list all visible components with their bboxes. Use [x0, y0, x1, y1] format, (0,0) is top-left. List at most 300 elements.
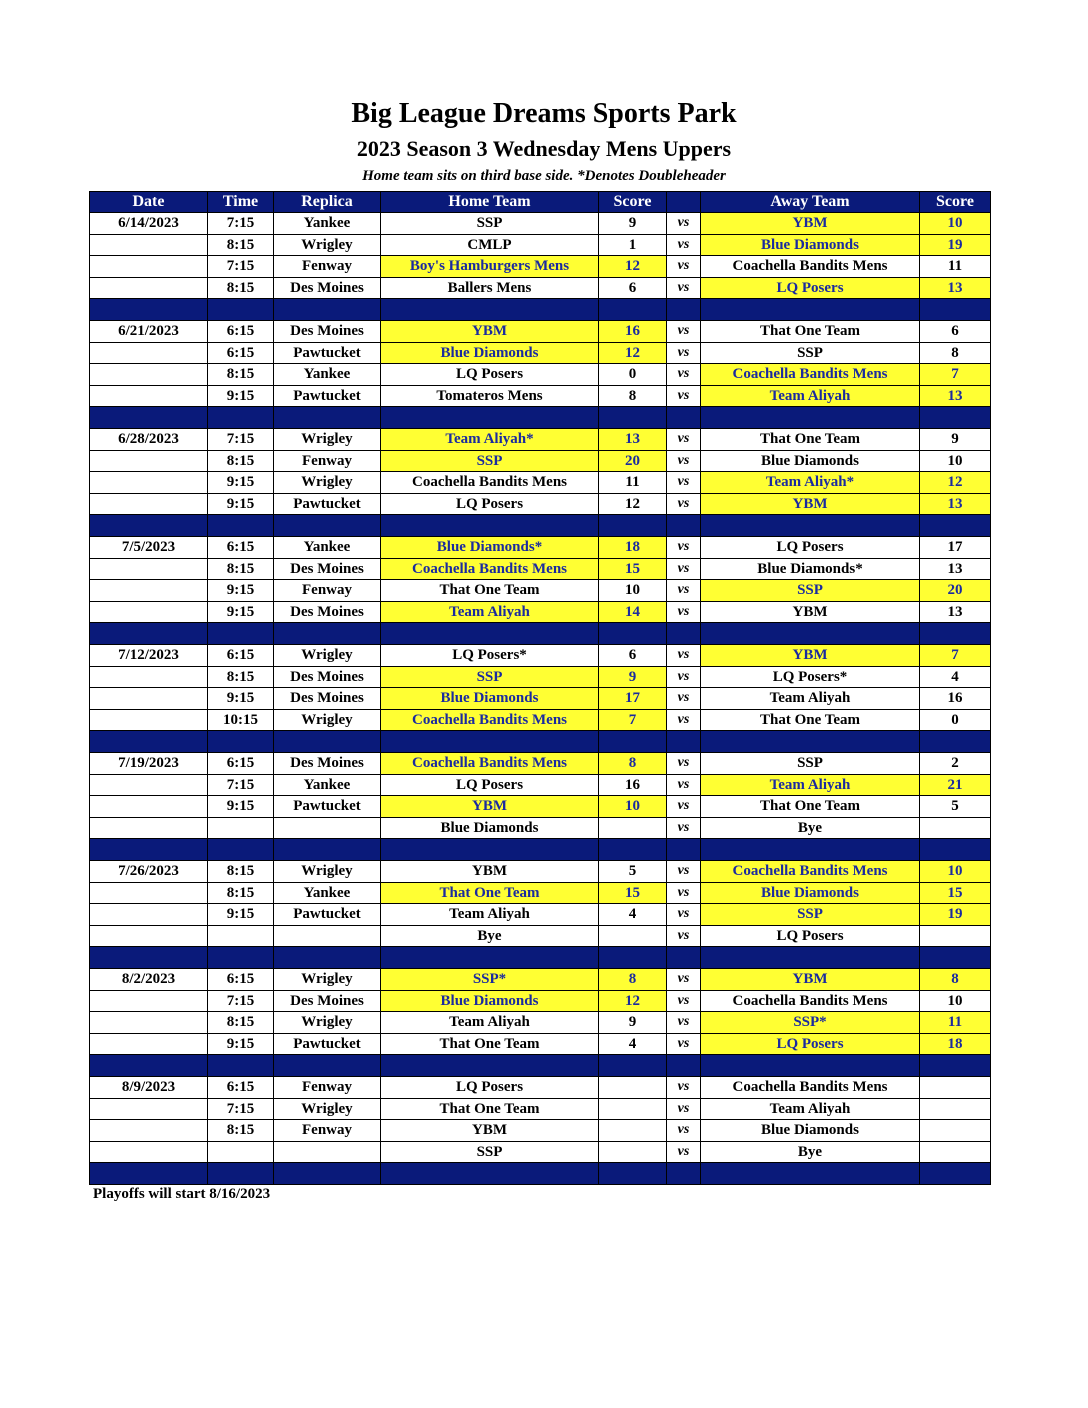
- home-team: Blue Diamonds: [381, 688, 599, 710]
- home-team: SSP: [381, 1141, 599, 1163]
- game-date: [90, 256, 208, 278]
- away-team: YBM: [701, 213, 920, 235]
- away-team: SSP: [701, 342, 920, 364]
- header-row: [90, 192, 991, 213]
- game-date: 7/12/2023: [90, 645, 208, 667]
- separator-cell: [920, 515, 991, 537]
- away-team: Blue Diamonds: [701, 234, 920, 256]
- header-away-score: Score: [920, 192, 991, 213]
- separator-cell: [381, 623, 599, 645]
- separator-cell: [701, 299, 920, 321]
- game-row: [90, 666, 991, 688]
- game-date: [90, 364, 208, 386]
- week-separator: [90, 1163, 991, 1185]
- game-replica-field: Pawtucket: [274, 904, 381, 926]
- game-date: [90, 1120, 208, 1142]
- separator-cell: [274, 731, 381, 753]
- vs-label: vs: [667, 774, 701, 796]
- separator-cell: [667, 1163, 701, 1185]
- separator-cell: [381, 407, 599, 429]
- separator-cell: [381, 1055, 599, 1077]
- home-score: [599, 925, 667, 947]
- game-date: [90, 1012, 208, 1034]
- away-team: Coachella Bandits Mens: [701, 1077, 920, 1099]
- vs-label: vs: [667, 321, 701, 343]
- game-time: 8:15: [208, 882, 274, 904]
- game-row: [90, 385, 991, 407]
- game-time: 6:15: [208, 321, 274, 343]
- away-score: 13: [920, 601, 991, 623]
- away-score: 0: [920, 709, 991, 731]
- away-team: YBM: [701, 493, 920, 515]
- home-score: 0: [599, 364, 667, 386]
- game-time: 8:15: [208, 234, 274, 256]
- game-date: 7/26/2023: [90, 861, 208, 883]
- vs-label: vs: [667, 558, 701, 580]
- home-score: 10: [599, 796, 667, 818]
- separator-cell: [920, 407, 991, 429]
- game-replica-field: Fenway: [274, 1077, 381, 1099]
- home-team: SSP: [381, 450, 599, 472]
- separator-cell: [208, 407, 274, 429]
- game-replica-field: Des Moines: [274, 277, 381, 299]
- separator-cell: [599, 407, 667, 429]
- game-date: [90, 904, 208, 926]
- game-time: 9:15: [208, 796, 274, 818]
- vs-label: vs: [667, 1098, 701, 1120]
- home-score: [599, 1120, 667, 1142]
- home-score: 20: [599, 450, 667, 472]
- week-separator: [90, 947, 991, 969]
- game-date: [90, 882, 208, 904]
- game-date: [90, 450, 208, 472]
- game-row: [90, 1077, 991, 1099]
- home-team: Tomateros Mens: [381, 385, 599, 407]
- separator-cell: [701, 407, 920, 429]
- separator-cell: [920, 947, 991, 969]
- game-time: 6:15: [208, 342, 274, 364]
- home-score: 11: [599, 472, 667, 494]
- away-score: 11: [920, 1012, 991, 1034]
- away-team: SSP: [701, 580, 920, 602]
- home-score: 1: [599, 234, 667, 256]
- header-away-team: Away Team: [701, 192, 920, 213]
- away-team: That One Team: [701, 796, 920, 818]
- home-score: [599, 817, 667, 839]
- game-date: 6/21/2023: [90, 321, 208, 343]
- vs-label: vs: [667, 666, 701, 688]
- home-score: 5: [599, 861, 667, 883]
- separator-cell: [701, 947, 920, 969]
- game-row: [90, 1098, 991, 1120]
- game-time: 8:15: [208, 1120, 274, 1142]
- away-team: Bye: [701, 817, 920, 839]
- home-team: Coachella Bandits Mens: [381, 753, 599, 775]
- schedule-body: [90, 213, 991, 1185]
- game-date: 8/9/2023: [90, 1077, 208, 1099]
- game-row: [90, 580, 991, 602]
- away-team: Team Aliyah*: [701, 472, 920, 494]
- game-replica-field: Des Moines: [274, 601, 381, 623]
- away-score: [920, 1120, 991, 1142]
- separator-cell: [599, 1055, 667, 1077]
- game-date: [90, 277, 208, 299]
- game-time: 8:15: [208, 666, 274, 688]
- game-replica-field: Des Moines: [274, 321, 381, 343]
- away-team: Coachella Bandits Mens: [701, 256, 920, 278]
- game-row: [90, 990, 991, 1012]
- game-time: 8:15: [208, 1012, 274, 1034]
- schedule-note: Home team sits on third base side. *Denotes Doubleheader: [362, 168, 726, 184]
- game-row: [90, 882, 991, 904]
- home-score: 8: [599, 969, 667, 991]
- separator-cell: [90, 1163, 208, 1185]
- separator-cell: [599, 515, 667, 537]
- separator-cell: [599, 839, 667, 861]
- separator-cell: [274, 839, 381, 861]
- separator-cell: [667, 839, 701, 861]
- game-time: 9:15: [208, 385, 274, 407]
- game-replica-field: Wrigley: [274, 234, 381, 256]
- home-team: Coachella Bandits Mens: [381, 709, 599, 731]
- home-team: Team Aliyah: [381, 904, 599, 926]
- game-row: [90, 774, 991, 796]
- home-score: 4: [599, 904, 667, 926]
- away-score: 12: [920, 472, 991, 494]
- game-date: [90, 709, 208, 731]
- home-score: 15: [599, 882, 667, 904]
- game-date: [90, 666, 208, 688]
- vs-label: vs: [667, 450, 701, 472]
- game-replica-field: Wrigley: [274, 1098, 381, 1120]
- game-row: [90, 904, 991, 926]
- game-row: [90, 861, 991, 883]
- away-score: 6: [920, 321, 991, 343]
- vs-label: vs: [667, 1120, 701, 1142]
- separator-cell: [381, 515, 599, 537]
- separator-cell: [599, 299, 667, 321]
- game-time: 6:15: [208, 753, 274, 775]
- home-team: Blue Diamonds: [381, 817, 599, 839]
- away-team: SSP: [701, 904, 920, 926]
- away-score: 13: [920, 558, 991, 580]
- separator-cell: [274, 1163, 381, 1185]
- away-score: 13: [920, 493, 991, 515]
- game-row: [90, 1141, 991, 1163]
- game-time: 7:15: [208, 213, 274, 235]
- game-row: [90, 213, 991, 235]
- game-row: [90, 537, 991, 559]
- game-row: [90, 321, 991, 343]
- game-replica-field: Fenway: [274, 1120, 381, 1142]
- away-team: LQ Posers: [701, 277, 920, 299]
- game-row: [90, 601, 991, 623]
- home-team: Team Aliyah: [381, 601, 599, 623]
- header-time: Time: [208, 192, 274, 213]
- home-team: YBM: [381, 861, 599, 883]
- away-score: 13: [920, 385, 991, 407]
- separator-cell: [381, 1163, 599, 1185]
- game-time: 8:15: [208, 450, 274, 472]
- vs-label: vs: [667, 385, 701, 407]
- game-time: 8:15: [208, 558, 274, 580]
- game-replica-field: Pawtucket: [274, 342, 381, 364]
- vs-label: vs: [667, 1141, 701, 1163]
- separator-cell: [920, 299, 991, 321]
- separator-cell: [90, 1055, 208, 1077]
- game-time: 9:15: [208, 472, 274, 494]
- away-score: 8: [920, 342, 991, 364]
- week-separator: [90, 407, 991, 429]
- home-score: 15: [599, 558, 667, 580]
- separator-cell: [701, 623, 920, 645]
- game-date: [90, 1141, 208, 1163]
- home-team: Blue Diamonds*: [381, 537, 599, 559]
- vs-label: vs: [667, 1012, 701, 1034]
- vs-label: vs: [667, 688, 701, 710]
- header-date: Date: [90, 192, 208, 213]
- home-score: 14: [599, 601, 667, 623]
- vs-label: vs: [667, 969, 701, 991]
- game-date: [90, 817, 208, 839]
- separator-cell: [381, 947, 599, 969]
- separator-cell: [208, 731, 274, 753]
- game-time: 9:15: [208, 601, 274, 623]
- home-team: LQ Posers*: [381, 645, 599, 667]
- game-row: [90, 709, 991, 731]
- game-time: 7:15: [208, 256, 274, 278]
- vs-label: vs: [667, 537, 701, 559]
- home-team: That One Team: [381, 882, 599, 904]
- separator-cell: [208, 1163, 274, 1185]
- game-replica-field: [274, 925, 381, 947]
- away-score: [920, 1098, 991, 1120]
- away-team: Blue Diamonds: [701, 882, 920, 904]
- game-row: [90, 645, 991, 667]
- separator-cell: [701, 731, 920, 753]
- game-row: [90, 364, 991, 386]
- header-replica: Replica: [274, 192, 381, 213]
- away-team: LQ Posers*: [701, 666, 920, 688]
- game-row: [90, 817, 991, 839]
- vs-label: vs: [667, 213, 701, 235]
- header-vs: [667, 192, 701, 213]
- vs-label: vs: [667, 796, 701, 818]
- separator-cell: [208, 515, 274, 537]
- vs-label: vs: [667, 472, 701, 494]
- separator-cell: [599, 731, 667, 753]
- home-team: SSP: [381, 213, 599, 235]
- home-score: 6: [599, 645, 667, 667]
- away-score: 20: [920, 580, 991, 602]
- vs-label: vs: [667, 882, 701, 904]
- home-score: 16: [599, 321, 667, 343]
- separator-cell: [920, 839, 991, 861]
- game-row: [90, 1120, 991, 1142]
- away-score: 10: [920, 450, 991, 472]
- vs-label: vs: [667, 234, 701, 256]
- home-team: Blue Diamonds: [381, 342, 599, 364]
- home-team: LQ Posers: [381, 493, 599, 515]
- week-separator: [90, 515, 991, 537]
- game-time: 9:15: [208, 688, 274, 710]
- separator-cell: [90, 947, 208, 969]
- home-team: That One Team: [381, 580, 599, 602]
- vs-label: vs: [667, 817, 701, 839]
- home-score: 17: [599, 688, 667, 710]
- home-score: [599, 1141, 667, 1163]
- away-score: [920, 1077, 991, 1099]
- game-replica-field: Pawtucket: [274, 1033, 381, 1055]
- away-team: LQ Posers: [701, 537, 920, 559]
- separator-cell: [667, 731, 701, 753]
- game-date: 8/2/2023: [90, 969, 208, 991]
- vs-label: vs: [667, 429, 701, 451]
- week-separator: [90, 1055, 991, 1077]
- away-score: 11: [920, 256, 991, 278]
- separator-cell: [920, 623, 991, 645]
- game-time: 7:15: [208, 429, 274, 451]
- away-score: 19: [920, 234, 991, 256]
- game-date: 6/14/2023: [90, 213, 208, 235]
- game-row: [90, 558, 991, 580]
- home-team: Boy's Hamburgers Mens: [381, 256, 599, 278]
- header-home-team: Home Team: [381, 192, 599, 213]
- home-team: Bye: [381, 925, 599, 947]
- game-date: [90, 342, 208, 364]
- game-time: 7:15: [208, 1098, 274, 1120]
- away-team: Team Aliyah: [701, 774, 920, 796]
- game-date: [90, 580, 208, 602]
- game-time: 6:15: [208, 645, 274, 667]
- separator-cell: [599, 1163, 667, 1185]
- separator-cell: [90, 299, 208, 321]
- game-replica-field: Des Moines: [274, 753, 381, 775]
- separator-cell: [274, 407, 381, 429]
- game-replica-field: Fenway: [274, 256, 381, 278]
- separator-cell: [208, 947, 274, 969]
- week-separator: [90, 839, 991, 861]
- away-score: 10: [920, 990, 991, 1012]
- page-subtitle: 2023 Season 3 Wednesday Mens Uppers: [356, 136, 732, 161]
- game-replica-field: Yankee: [274, 882, 381, 904]
- away-score: 19: [920, 904, 991, 926]
- away-score: 16: [920, 688, 991, 710]
- schedule-table: [89, 191, 991, 1185]
- game-date: [90, 385, 208, 407]
- game-date: [90, 990, 208, 1012]
- game-replica-field: Wrigley: [274, 861, 381, 883]
- playoffs-note: Playoffs will start 8/16/2023: [93, 1186, 271, 1202]
- away-team: Coachella Bandits Mens: [701, 990, 920, 1012]
- game-row: [90, 429, 991, 451]
- game-date: [90, 601, 208, 623]
- game-date: 7/19/2023: [90, 753, 208, 775]
- separator-cell: [920, 1163, 991, 1185]
- home-team: Team Aliyah: [381, 1012, 599, 1034]
- separator-cell: [208, 299, 274, 321]
- game-row: [90, 969, 991, 991]
- vs-label: vs: [667, 493, 701, 515]
- separator-cell: [701, 1055, 920, 1077]
- game-row: [90, 234, 991, 256]
- week-separator: [90, 731, 991, 753]
- separator-cell: [667, 623, 701, 645]
- game-time: 6:15: [208, 537, 274, 559]
- home-score: 9: [599, 213, 667, 235]
- vs-label: vs: [667, 342, 701, 364]
- game-time: [208, 925, 274, 947]
- home-team: Team Aliyah*: [381, 429, 599, 451]
- vs-label: vs: [667, 645, 701, 667]
- separator-cell: [701, 839, 920, 861]
- away-team: That One Team: [701, 709, 920, 731]
- vs-label: vs: [667, 904, 701, 926]
- game-date: [90, 472, 208, 494]
- game-date: [90, 1033, 208, 1055]
- separator-cell: [920, 731, 991, 753]
- game-date: 7/5/2023: [90, 537, 208, 559]
- home-score: 4: [599, 1033, 667, 1055]
- game-replica-field: Des Moines: [274, 688, 381, 710]
- away-score: 8: [920, 969, 991, 991]
- game-replica-field: Wrigley: [274, 429, 381, 451]
- separator-cell: [381, 299, 599, 321]
- away-team: Bye: [701, 1141, 920, 1163]
- home-score: 10: [599, 580, 667, 602]
- separator-cell: [274, 947, 381, 969]
- home-score: 18: [599, 537, 667, 559]
- game-row: [90, 1012, 991, 1034]
- game-date: [90, 493, 208, 515]
- game-row: [90, 277, 991, 299]
- away-team: Coachella Bandits Mens: [701, 861, 920, 883]
- game-replica-field: Des Moines: [274, 990, 381, 1012]
- away-team: That One Team: [701, 429, 920, 451]
- away-score: 2: [920, 753, 991, 775]
- game-time: 9:15: [208, 493, 274, 515]
- game-replica-field: Wrigley: [274, 1012, 381, 1034]
- separator-cell: [381, 731, 599, 753]
- home-team: Blue Diamonds: [381, 990, 599, 1012]
- game-row: [90, 472, 991, 494]
- game-row: [90, 688, 991, 710]
- game-replica-field: Fenway: [274, 580, 381, 602]
- vs-label: vs: [667, 601, 701, 623]
- separator-cell: [701, 515, 920, 537]
- separator-cell: [274, 515, 381, 537]
- game-replica-field: Yankee: [274, 774, 381, 796]
- game-time: 10:15: [208, 709, 274, 731]
- vs-label: vs: [667, 277, 701, 299]
- home-score: 9: [599, 666, 667, 688]
- away-score: 10: [920, 861, 991, 883]
- separator-cell: [599, 947, 667, 969]
- game-replica-field: Pawtucket: [274, 385, 381, 407]
- home-team: That One Team: [381, 1033, 599, 1055]
- separator-cell: [667, 407, 701, 429]
- home-team: LQ Posers: [381, 1077, 599, 1099]
- away-team: Team Aliyah: [701, 1098, 920, 1120]
- vs-label: vs: [667, 1077, 701, 1099]
- home-team: Coachella Bandits Mens: [381, 558, 599, 580]
- game-replica-field: Wrigley: [274, 472, 381, 494]
- away-team: SSP: [701, 753, 920, 775]
- home-score: 12: [599, 990, 667, 1012]
- header-home-score: Score: [599, 192, 667, 213]
- vs-label: vs: [667, 925, 701, 947]
- away-team: That One Team: [701, 321, 920, 343]
